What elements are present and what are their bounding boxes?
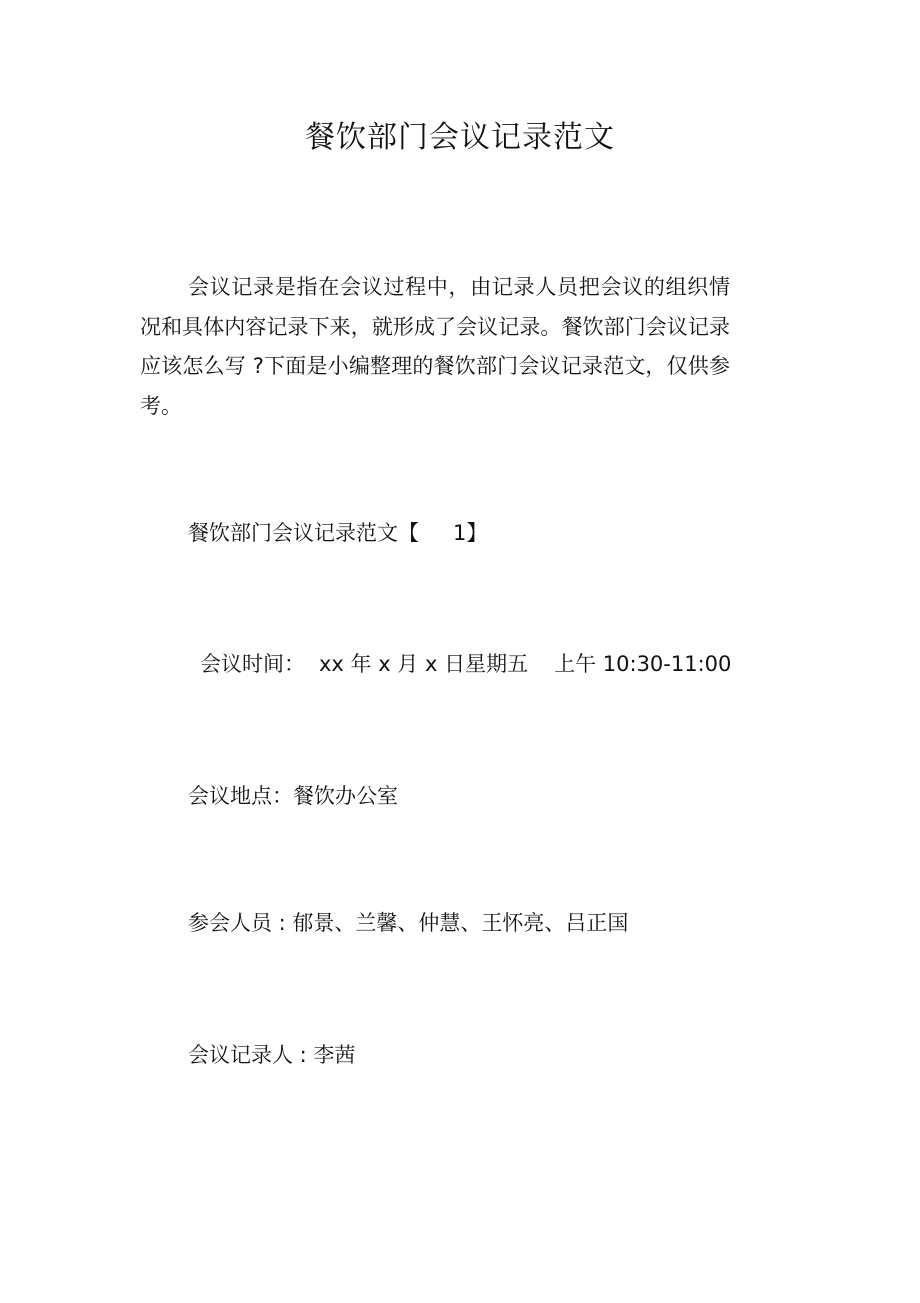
document-title: 餐饮部门会议记录范文	[305, 120, 615, 155]
recorder: 会议记录人 : 李茜	[188, 1043, 356, 1067]
attendees: 参会人员 : 郁景、兰馨、仲慧、王怀亮、吕正国	[188, 911, 629, 935]
meeting-time-label: 会议时间：	[200, 652, 305, 676]
meeting-place: 会议地点：餐饮办公室	[188, 784, 398, 808]
meeting-time-period: 上午 10:30-11:00	[554, 652, 732, 676]
section-heading-number: 1】	[453, 521, 488, 545]
intro-paragraph: 会议记录是指在会议过程中，由记录人员把会议的组织情况和具体内容记录下来，就形成了会议记录。餐饮部门会议记录应该怎么写 ?下面是小编整理的餐饮部门会议记录范文，仅供参考。	[140, 275, 730, 418]
section-heading	[188, 518, 487, 548]
section-heading-text: 餐饮部门会议记录范文【	[188, 521, 419, 545]
meeting-time-date: xx 年 x 月 x 日星期五	[319, 652, 529, 676]
meeting-time	[200, 649, 731, 679]
